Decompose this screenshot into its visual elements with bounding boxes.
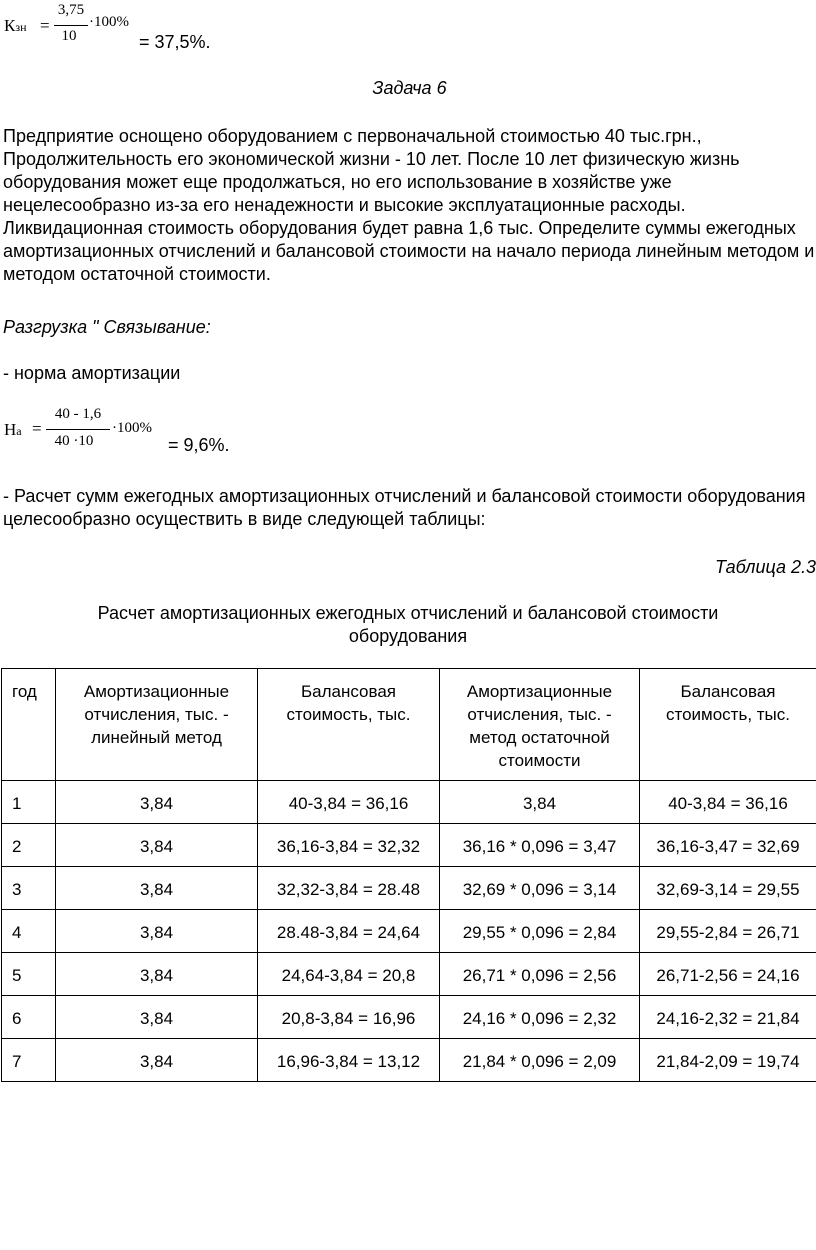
table-row [2,1039,816,1082]
header-declining-depreciation: Амортизационные отчисления, тыс. - метод остаточной стоимости [440,669,640,781]
cell-declining-depreciation: 36,16 * 0,096 = 3,47 [440,824,640,867]
cell-year: 3 [2,867,56,910]
cell-linear-book-value: 36,16-3,84 = 32,32 [258,824,440,867]
cell-declining-book-value: 24,16-2,32 = 21,84 [640,996,816,1039]
formula-wear-coefficient [0,0,300,60]
table-row [2,910,816,953]
cell-linear-depreciation: 3,84 [56,781,258,824]
header-declining-book-value: Балансовая стоимость, тыс. [640,669,816,781]
cell-linear-book-value: 28.48-3,84 = 24,64 [258,910,440,953]
header-year: год [2,669,56,781]
cell-linear-depreciation: 3,84 [56,1039,258,1082]
cell-linear-depreciation: 3,84 [56,996,258,1039]
solution-label: Разгрузка " Связывание: [3,317,211,337]
cell-declining-depreciation: 29,55 * 0,096 = 2,84 [440,910,640,953]
cell-declining-depreciation: 21,84 * 0,096 = 2,09 [440,1039,640,1082]
cell-linear-depreciation: 3,84 [56,867,258,910]
formula-symbol [4,420,22,440]
cell-declining-book-value: 21,84-2,09 = 19,74 [640,1039,816,1082]
header-linear-depreciation: Амортизационные отчисления, тыс. - линейный метод [56,669,258,781]
task-text: Предприятие оснощено оборудованием с первоначальной стоимостью 40 тыс.грн., Продолжительность его экономической жизни - 10 лет. После 10 лет физическую жизнь оборудования может еще продолжаться, но его использование в хозяйстве уже нецелесообразно из-за его ненадежности и высокие эксплуатационные расходы. Ликвидационная стоимость оборудования будет равна 1,6 тыс. Определите суммы ежегодных амортизационных отчислений и балансовой стоимости на начало периода линейным методом и методом остаточной стоимости. [3,126,815,284]
cell-declining-book-value: 40-3,84 = 36,16 [640,781,816,824]
formula-numerator: 3,75 [57,2,85,18]
table-row [2,867,816,910]
cell-linear-depreciation: 3,84 [56,953,258,996]
cell-year: 7 [2,1039,56,1082]
header-linear-book-value: Балансовая стоимость, тыс. [258,669,440,781]
norm-label: - норма амортизации [3,363,181,383]
cell-declining-book-value: 29,55-2,84 = 26,71 [640,910,816,953]
cell-declining-book-value: 36,16-3,47 = 32,69 [640,824,816,867]
cell-declining-depreciation: 3,84 [440,781,640,824]
cell-year: 1 [2,781,56,824]
cell-linear-book-value: 40-3,84 = 36,16 [258,781,440,824]
formula-equals: = [40,16,50,35]
formula-multiplier: ·100% [89,14,129,30]
table-header-row [2,669,816,781]
cell-linear-book-value: 32,32-3,84 = 28.48 [258,867,440,910]
cell-declining-book-value: 26,71-2,56 = 24,16 [640,953,816,996]
cell-linear-book-value: 24,64-3,84 = 20,8 [258,953,440,996]
formula-fraction-bar [54,25,88,26]
table-row [2,824,816,867]
formula-symbol [4,16,27,36]
cell-linear-depreciation: 3,84 [56,910,258,953]
cell-declining-depreciation: 24,16 * 0,096 = 2,32 [440,996,640,1039]
formula-multiplier: ·100% [112,420,152,436]
cell-declining-book-value: 32,69-3,14 = 29,55 [640,867,816,910]
formula-subscript: а [16,424,22,438]
cell-year: 2 [2,824,56,867]
formula-symbol-letter: Н [4,420,17,439]
table-row [2,996,816,1039]
table-row [2,781,816,824]
cell-linear-book-value: 16,96-3,84 = 13,12 [258,1039,440,1082]
formula-result: = 9,6%. [168,435,230,455]
formula-result: = 37,5%. [139,32,211,52]
depreciation-table [1,668,816,1082]
cell-linear-depreciation: 3,84 [56,824,258,867]
formula-numerator: 40 - 1,6 [54,406,102,422]
table-label: Таблица 2.3 [714,557,816,577]
formula-depreciation-rate [0,400,300,460]
cell-year: 4 [2,910,56,953]
formula-denominator: 10 [61,28,77,44]
cell-year: 5 [2,953,56,996]
cell-declining-depreciation: 26,71 * 0,096 = 2,56 [440,953,640,996]
formula-fraction-bar [46,429,110,430]
cell-linear-book-value: 20,8-3,84 = 16,96 [258,996,440,1039]
formula-equals: = [32,419,42,438]
task-title: Задача 6 [372,78,447,98]
calc-text: - Расчет сумм ежегодных амортизационных отчислений и балансовой стоимости оборудования целесообразно осуществить в виде следующей таблицы: [3,486,806,529]
table-title: Расчет амортизационных ежегодных отчислений и балансовой стоимости оборудования [97,603,719,646]
cell-year: 6 [2,996,56,1039]
table-row [2,953,816,996]
formula-symbol-letter: К [4,16,16,35]
formula-subscript: зн [15,20,27,34]
formula-denominator: 40 ·10 [54,433,94,449]
cell-declining-depreciation: 32,69 * 0,096 = 3,14 [440,867,640,910]
